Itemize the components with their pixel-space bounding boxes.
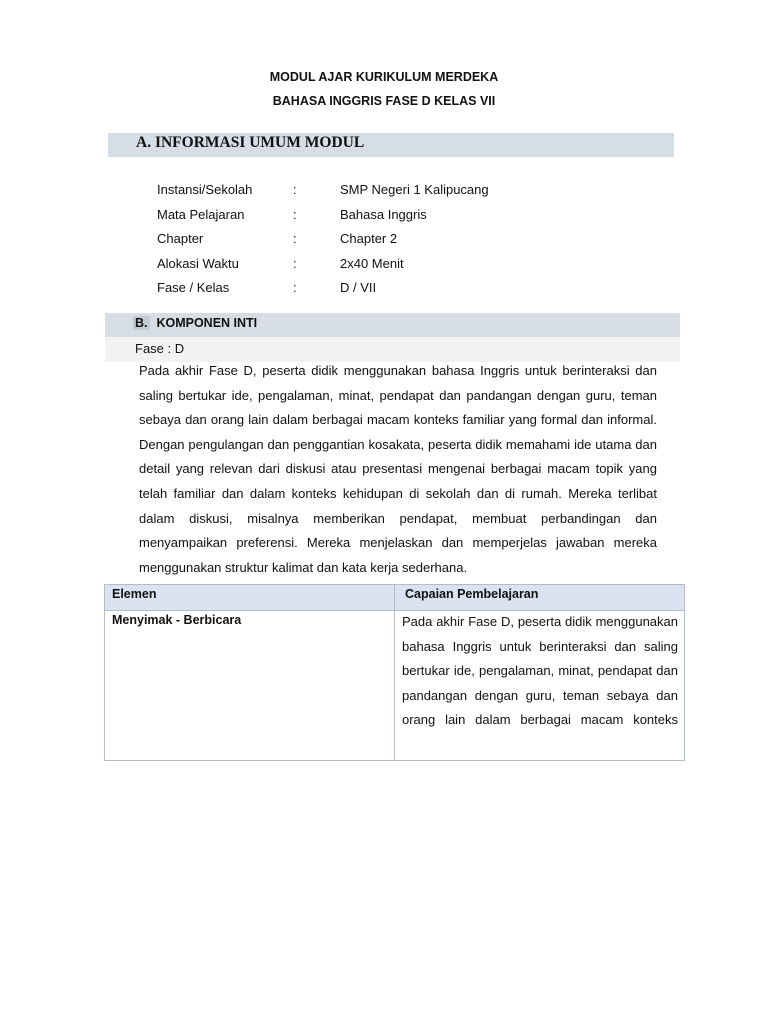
column-divider bbox=[394, 585, 395, 760]
info-key: Instansi/Sekolah bbox=[157, 182, 253, 197]
section-a-header bbox=[108, 133, 674, 157]
document-subtitle: BAHASA INGGRIS FASE D KELAS VII bbox=[272, 94, 496, 108]
section-b-heading bbox=[135, 316, 257, 330]
info-key: Mata Pelajaran bbox=[157, 207, 245, 222]
info-colon: : bbox=[293, 256, 297, 271]
info-value: D / VII bbox=[340, 280, 377, 295]
info-key: Fase / Kelas bbox=[157, 280, 230, 295]
info-value: 2x40 Menit bbox=[340, 256, 404, 271]
info-colon: : bbox=[293, 280, 297, 295]
section-b-title: KOMPONEN INTI bbox=[156, 316, 258, 330]
section-b-letter: B. bbox=[135, 316, 148, 330]
table-cell-capaian: Pada akhir Fase D, peserta didik menggunakan bahasa Inggris untuk berinteraksi dan saling bertukar ide, pengalaman, minat, pendapat dan pandangan dengan guru, teman sebaya dan orang lain dalam berbagai macam konteks bbox=[402, 614, 678, 728]
document-title: MODUL AJAR KURIKULUM MERDEKA bbox=[269, 70, 499, 84]
info-value: Chapter 2 bbox=[340, 231, 398, 246]
section-b-header bbox=[105, 313, 680, 337]
table-header-capaian: Capaian Pembelajaran bbox=[405, 587, 539, 601]
info-colon: : bbox=[293, 207, 297, 222]
info-colon: : bbox=[293, 231, 297, 246]
info-colon: : bbox=[293, 182, 297, 197]
table-header-elemen: Elemen bbox=[112, 587, 157, 601]
fase-label: Fase : D bbox=[135, 341, 185, 356]
info-key: Chapter bbox=[157, 231, 204, 246]
capaian-paragraph: Pada akhir Fase D, peserta didik menggunakan bahasa Inggris untuk berinteraksi dan saling bertukar ide, pengalaman, minat, pendapat dan pandangan dengan guru, teman sebaya dan orang lain dalam berbagai macam konteks familiar yang formal dan informal. Dengan pengulangan dan penggantian kosakata, peserta didik memahami ide utama dan detail yang relevan dari diskusi atau presentasi mengenai berbagai macam topik yang telah familiar dan dalam konteks kehidupan di sekolah dan di rumah. Mereka terlibat dalam diskusi, misalnya memberikan pendapat, membuat perbandingan dan menyampaikan preferensi. Mereka menjelaskan dan memperjelas jawaban mereka menggunakan struktur kalimat dan kata kerja sederhana. bbox=[139, 363, 657, 575]
info-key: Alokasi Waktu bbox=[157, 256, 239, 271]
info-value: SMP Negeri 1 Kalipucang bbox=[340, 182, 489, 197]
info-value: Bahasa Inggris bbox=[340, 207, 427, 222]
capaian-table bbox=[104, 584, 685, 761]
table-cell-elemen: Menyimak - Berbicara bbox=[112, 613, 242, 627]
section-a-heading: A. INFORMASI UMUM MODUL bbox=[136, 134, 365, 151]
